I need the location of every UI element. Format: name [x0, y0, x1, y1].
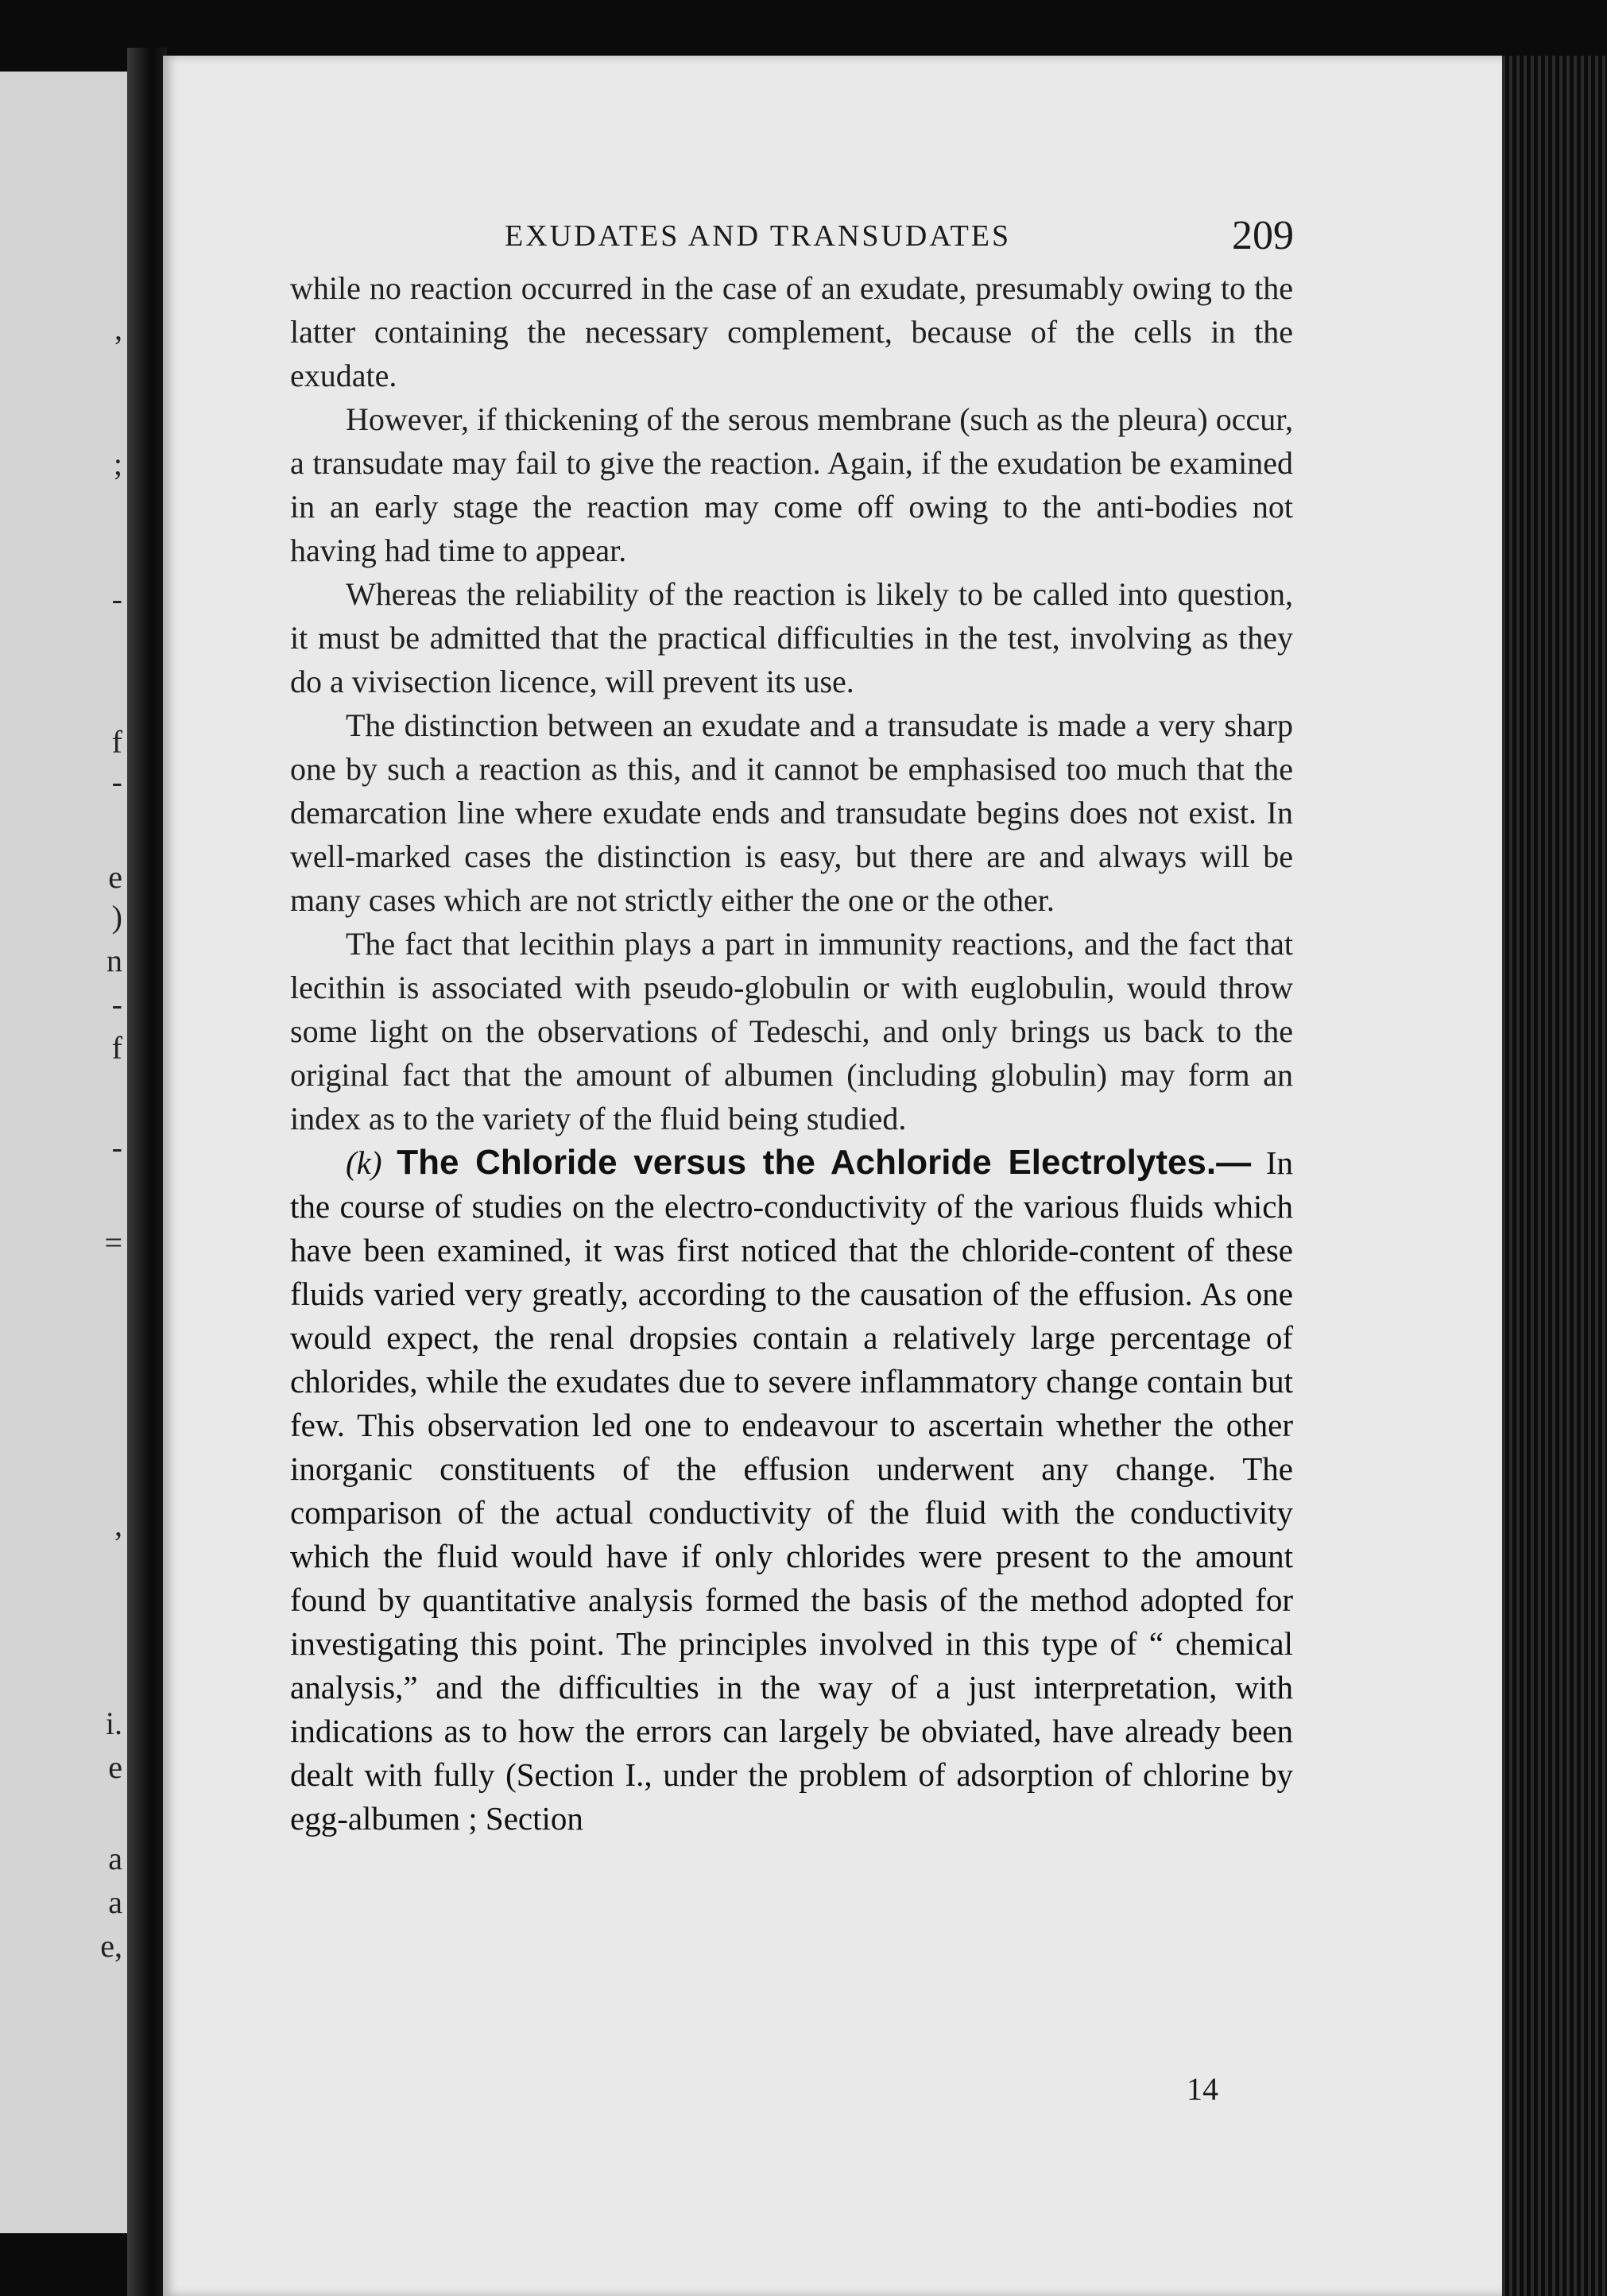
section-label: (k) [346, 1144, 382, 1181]
facing-page-fragment: e [108, 859, 122, 895]
signature-mark: 14 [1187, 2071, 1218, 2107]
paragraph: However, if thickening of the serous membrane (such as the pleura) occur, a transudate may fail to give the reaction. Again, if the exudation be examined in an early stage the reaction may come off owing to the anti-bodies not having had time to appear. [290, 401, 1293, 568]
facing-page-fragment: - [111, 581, 122, 617]
facing-page-fragment: = [104, 1225, 122, 1260]
facing-page-fragment: - [111, 986, 122, 1022]
facing-page-fragment: , [114, 311, 122, 347]
facing-page-fragment: e, [100, 1928, 122, 1964]
facing-page-fragment: n [106, 943, 122, 978]
facing-page-fragment: , [114, 1507, 122, 1543]
facing-page-fragment: f [111, 1030, 122, 1066]
facing-page-fragment: ) [111, 899, 122, 935]
page-number: 209 [1232, 213, 1294, 258]
facing-page-fragment: a [108, 1841, 122, 1876]
section-k-paragraph [290, 1140, 1293, 1841]
facing-page-edge [0, 72, 127, 2233]
page-body [290, 266, 1293, 1841]
running-head: EXUDATES AND TRANSUDATES [505, 219, 1012, 253]
book-page [163, 56, 1502, 2296]
facing-page-fragment: e [108, 1749, 122, 1785]
facing-page-fragment: i. [105, 1706, 122, 1741]
section-text: In the course of studies on the electro-conductivity of the various fluids which have been examined, it was first noticed that the chloride-content of these fluids varied very greatly, according to the causation of the effusion. As one would expect, the renal dropsies contain a relatively large percentage of chlorides, while the exudates due to severe inflammatory change contain but few. This observation led one to endeavour to ascertain whether the other inorganic constituents of the effusion underwent any change. The comparison of the actual conductivity of the fluid with the conductivity which the fluid would have if only chlorides were present to the amount found by quantitative analysis formed the basis of the method adopted for investigating this point. The principles involved in this type of “ chemical analysis,” and the difficulties in the way of a just interpretation, with indications as to how the errors can largely be obviated, have already been dealt with fully (Section I., under the problem of adsorption of chlorine by egg-albumen ; Section [290, 1144, 1293, 1837]
paragraph: while no reaction occurred in the case of an exudate, presumably owing to the latter containing the necessary complement, because of the cells in the exudate. [290, 270, 1293, 393]
facing-page-fragment: ; [113, 446, 122, 482]
paragraph: Whereas the reliability of the reaction is likely to be called into question, it must be admitted that the practical difficulties in the test, involving as they do a vivisection licence, will prevent its use. [290, 576, 1293, 699]
facing-page-fragment: a [108, 1884, 122, 1920]
page-edges [1502, 56, 1607, 2296]
paragraph: The fact that lecithin plays a part in immunity reactions, and the fact that lecithin is associated with pseudo-globulin or with euglobulin, would throw some light on the observations of Tedeschi, and only brings us back to the original fact that the amount of albumen (including globulin) may form an index as to the variety of the fluid being studied. [290, 926, 1293, 1136]
book-gutter [127, 48, 167, 2296]
facing-page-fragment: f [111, 724, 122, 760]
section-heading: The Chloride versus the Achloride Electrolytes.— [397, 1143, 1252, 1182]
facing-page-fragment: - [111, 764, 122, 800]
paragraph: The distinction between an exudate and a transudate is made a very sharp one by such a reaction as this, and it cannot be emphasised too much that the demarcation line where exudate ends and transudate begins does not exist. In well-marked cases the distinction is easy, but there are and always will be many cases which are not strictly either the one or the other. [290, 707, 1293, 918]
facing-page-fragment: - [111, 1129, 122, 1165]
